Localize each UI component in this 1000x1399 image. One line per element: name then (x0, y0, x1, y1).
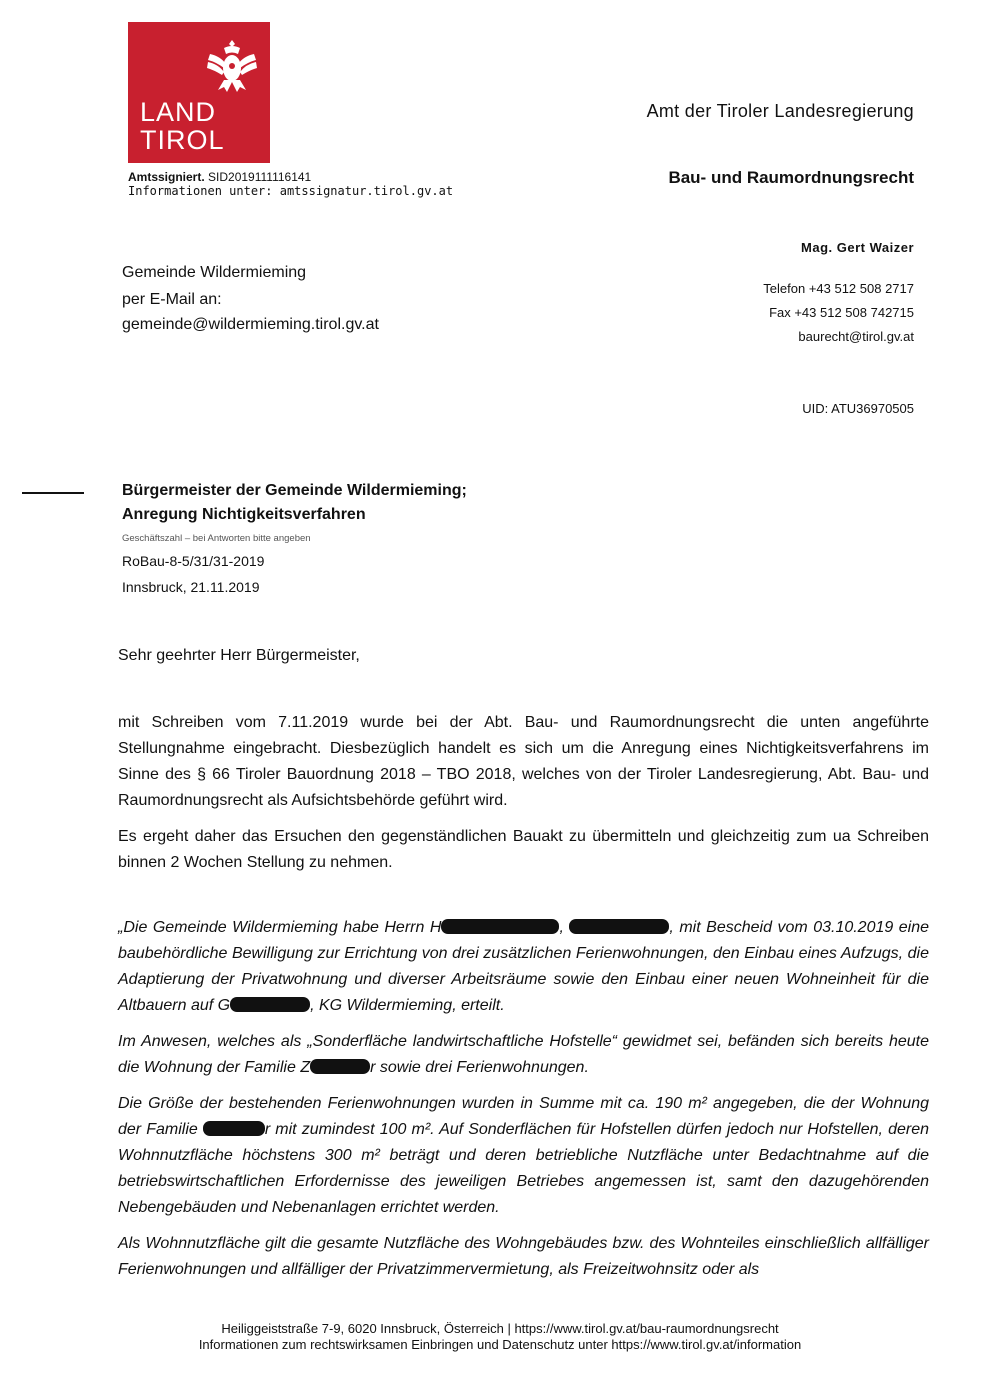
recipient-name: Gemeinde Wildermieming (122, 264, 307, 281)
uid-number: UID: ATU36970505 (802, 401, 914, 416)
quote-paragraph-4: Als Wohnnutzfläche gilt die gesamte Nutzfläche des Wohngebäudes bzw. des Wohnteiles einschließlich allfälliger Ferienwohnungen und allfälliger der Privatzimmervermietung, als Freizeitwohnsitz oder als (118, 1235, 929, 1278)
quote-text: r mit zumindest 100 m². Auf Sonderflächen für Hofstellen dürfen jedoch nur Hofstellen, deren Wohnnutzfläche höchstens 300 m² beträgt und deren betriebliche Nutzfläche unter Bedachtnahme auf die betriebswirtschaftlichen Erfordernisse des jeweiligen Betriebes angemessen ist, samt den dazugehörenden Nebengebäuden und Nebenanlagen errichtet werden. (118, 1121, 929, 1216)
subject-line-1: Bürgermeister der Gemeinde Wildermieming; (122, 482, 467, 499)
signature-sid: SID2019111116141 (208, 170, 312, 184)
contact-email: baurecht@tirol.gv.at (798, 329, 914, 344)
quote-text: Im Anwesen, welches als „Sonderfläche landwirtschaftliche Hofstelle“ gewidmet sei, befänden sich bereits heute die Wohnung der Familie Z (118, 1033, 929, 1076)
logo-text-tirol: TIROL (140, 125, 225, 155)
footer-address: Heiliggeiststraße 7-9, 6020 Innsbruck, Österreich | https://www.tirol.gv.at/bau-raumordnungsrecht (221, 1321, 779, 1336)
footer-information: Informationen zum rechtswirksamen Einbringen und Datenschutz unter https://www.tirol.gv.at/information (198, 1337, 802, 1352)
body-paragraph-1: mit Schreiben vom 7.11.2019 wurde bei der Abt. Bau- und Raumordnungsrecht die unten angeführte Stellungnahme eingebracht. Diesbezüglich handelt es sich um die Anregung eines Nichtigkeitsverfahrens im Sinne des § 66 Tiroler Bauordnung 2018 – TBO 2018, welches von der Tiroler Landesregierung, Abt. Bau- und Raumordnungsrecht als Aufsichtsbehörde geführt wird. (118, 714, 929, 809)
redaction-bar (203, 1121, 265, 1136)
body-paragraph-2: Es ergeht daher das Ersuchen den gegenständlichen Bauakt zu übermitteln und gleichzeitig zum ua Schreiben binnen 2 Wochen Stellung zu nehmen. (118, 828, 929, 871)
quote-paragraph-2 (118, 1029, 929, 1081)
tirol-eagle-icon (204, 36, 260, 96)
signature-info: Informationen unter: amtssignatur.tirol.gv.at (128, 184, 454, 198)
redaction-bar (441, 919, 559, 934)
contact-phone: Telefon +43 512 508 2717 (763, 281, 914, 296)
authority-name: Amt der Tiroler Landesregierung (646, 101, 914, 121)
fold-mark (22, 492, 84, 494)
quote-paragraph-3 (118, 1091, 929, 1221)
letter-body (118, 710, 929, 886)
reference-number: RoBau-8-5/31/31-2019 (122, 553, 265, 569)
quote-text: „Die Gemeinde Wildermieming habe Herrn H (118, 919, 442, 936)
signature-line (128, 170, 311, 184)
contact-person: Mag. Gert Waizer (801, 240, 914, 255)
recipient-email: gemeinde@wildermieming.tirol.gv.at (122, 316, 379, 333)
quote-text: KG Wildermieming, erteilt. (318, 997, 505, 1014)
subject-line-2: Anregung Nichtigkeitsverfahren (122, 506, 366, 523)
signature-label: Amtssigniert. (128, 170, 205, 184)
contact-fax: Fax +43 512 508 742715 (769, 305, 914, 320)
land-tirol-logo (128, 22, 270, 163)
quoted-statement (118, 915, 929, 1293)
reference-label: Geschäftszahl – bei Antworten bitte angeben (122, 533, 311, 544)
redaction-bar (310, 1059, 370, 1074)
department-name: Bau- und Raumordnungsrecht (668, 168, 914, 187)
quote-text: mit Bescheid vom 03.10.2019 eine baubehördliche Bewilligung zur Errichtung von drei zusätzlichen Ferienwohnungen, den Einbau eines Aufzugs, die Adaptierung der Privatwohnung und diverser Arbeitsräume sowie den Einbau einer neuen Wohneinheit für die Altbauern auf G (118, 919, 930, 1014)
letter-date: Innsbruck, 21.11.2019 (122, 579, 260, 595)
redaction-bar (230, 997, 310, 1012)
quote-text: r sowie drei Ferienwohnungen. (370, 1059, 589, 1076)
redaction-bar (569, 919, 669, 934)
recipient-via: per E-Mail an: (122, 291, 222, 308)
salutation: Sehr geehrter Herr Bürgermeister, (118, 647, 360, 664)
logo-text-land: LAND (140, 97, 217, 127)
quote-text: Die Größe der bestehenden Ferienwohnungen wurden in Summe mit ca. 190 m² angegeben, die der Wohnung der Familie (118, 1095, 929, 1138)
quote-paragraph-1: „Die Gemeinde Wildermieming habe Herrn H , , mit Bescheid vom 03.10.2019 eine baubehördliche Bewilligung zur Errichtung von drei zusätzlichen Ferienwohnungen, den Einbau eines Aufzugs, die Adaptierung der Privatwohnung und diverser Arbeitsräume sowie den Einbau einer neuen Wohneinheit für die Altbauern auf G , KG Wildermieming, erteilt. (118, 919, 930, 1014)
